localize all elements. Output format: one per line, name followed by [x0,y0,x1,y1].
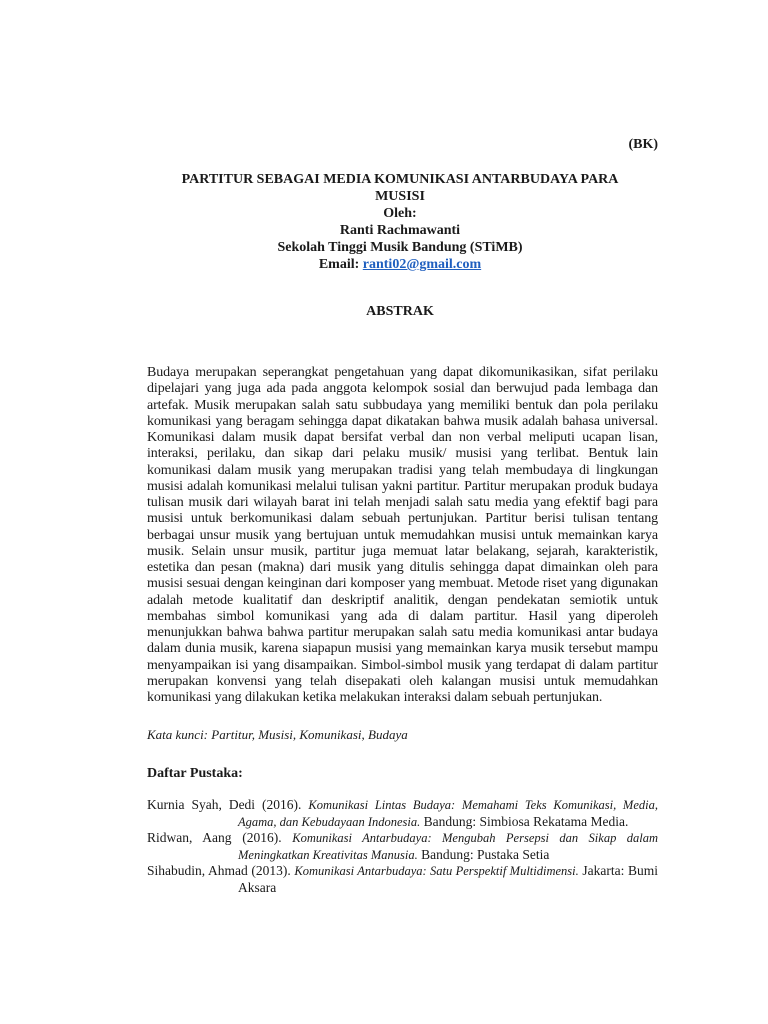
reference-item [147,797,658,830]
abstract-body: Budaya merupakan seperangkat pengetahuan yang dapat dikomunikasikan, sifat perilaku dipelajari yang juga ada pada anggota kelompok sosial dan berwujud pada lembaga dan artefak. Musik merupakan salah satu subbudaya yang memiliki bentuk dan pola perilaku komunikasi yang beragam sehingga dapat dikatakan bahwa musik adalah bahasa universal. Komunikasi dalam musik dapat bersifat verbal dan non verbal meliputi ucapan lisan, interaksi, perilaku, dan sikap dari pelaku musik/ musisi yang terlibat. Bentuk lain komunikasi dalam musik yang merupakan tradisi yang telah membudaya di lingkungan musisi adalah komunikasi melalui tulisan yakni partitur. Partitur merupakan produk budaya tulisan musik dari wilayah barat ini telah menjadi salah satu media yang efektif bagi para musisi untuk berkomunikasi dalam sebuah pertunjukan. Partitur berisi tulisan tentang berbagai unsur musik yang bertujuan untuk memudahkan musisi untuk memainkan karya musik. Selain unsur musik, partitur juga memuat latar belakang, sejarah, karakteristik, estetika dan pesan (makna) dari musik yang ditulis sehingga dapat dimainkan oleh para musisi sesuai dengan keinginan dari komposer yang membuat. Metode riset yang digunakan adalah metode kualitatif dan deskriptif analitik, dengan pendekatan semiotik untuk membahas simbol komunikasi yang ada di dalam partitur. Hasil yang diperoleh menunjukkan bahwa bahwa partitur merupakan salah satu media komunikasi antar budaya dalam dunia musik, karena siapapun musisi yang memainkan karya musik tersebut mampu menyampaikan isi yang disampaikan. Simbol-simbol musik yang terdapat di dalam partitur merupakan konvensi yang telah disepakati oleh kalangan musisi untuk memudahkan komunikasi yang dilakukan ketika melakukan interaksi dalam sebuah pertunjukan. [147,365,658,705]
keywords: Kata kunci: Partitur, Musisi, Komunikasi, Budaya [147,727,408,742]
reference-author: Ridwan, Aang (2016). [147,830,282,845]
references-heading: Daftar Pustaka: [147,766,243,781]
email-label: Email: [318,257,360,272]
email-link[interactable]: ranti02@gmail.com [362,257,482,272]
reference-publisher: Bandung: Pustaka Setia [421,846,550,862]
title-block [140,171,660,273]
reference-author: Sihabudin, Ahmad (2013). [147,863,291,878]
reference-title: Komunikasi Antarbudaya: Mengubah Persepsi dan Sikap dalam Meningkatkan Kreativitas Manusia. [238,831,658,862]
institution: Sekolah Tinggi Musik Bandung (STiMB) [277,240,523,255]
reference-item [147,830,658,863]
paper-title-line-1: PARTITUR SEBAGAI MEDIA KOMUNIKASI ANTARBUDAYA PARA [181,172,619,187]
reference-item [147,863,658,896]
reference-title: Komunikasi Lintas Budaya: Memahami Teks Komunikasi, Media, Agama, dan Kebudayaan Indonesia. [238,798,658,829]
paper-code: (BK) [628,137,658,152]
reference-publisher: Bandung: Simbiosa Rekatama Media. [423,813,629,829]
abstract-heading: ABSTRAK [366,304,434,319]
paper-title-line-2: MUSISI [375,189,425,204]
reference-author: Kurnia Syah, Dedi (2016). [147,797,302,812]
byline-label: Oleh: [383,206,417,221]
references-list [147,797,658,896]
author-name: Ranti Rachmawanti [339,223,461,238]
reference-publisher: Jakarta: Bumi Aksara [238,863,658,895]
reference-title: Komunikasi Antarbudaya: Satu Perspektif Multidimensi. [294,864,579,878]
email-line [140,256,660,273]
